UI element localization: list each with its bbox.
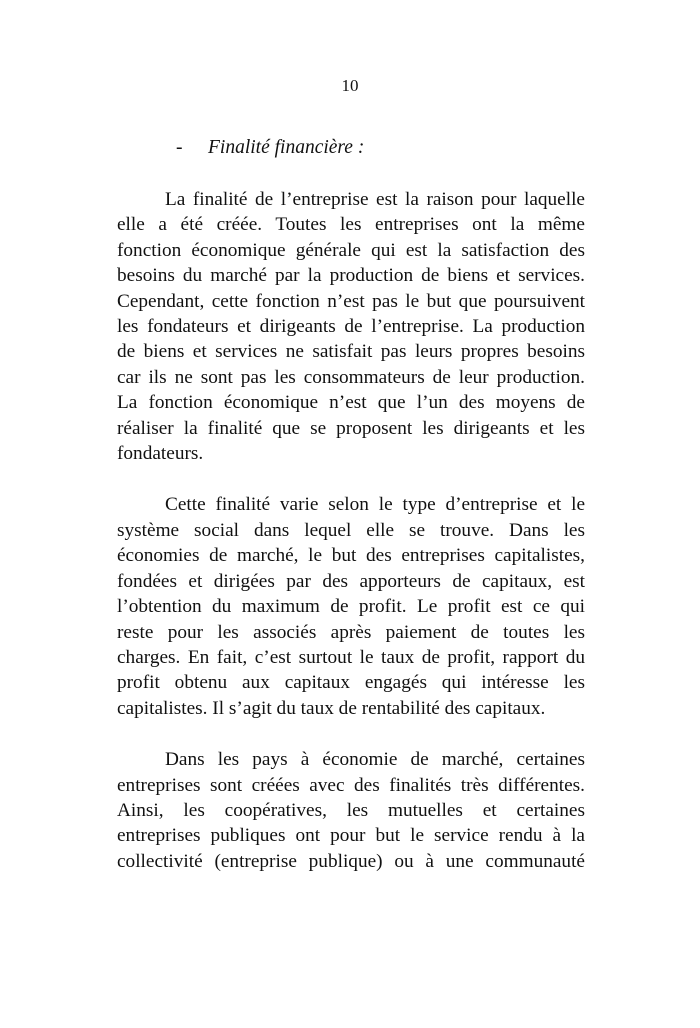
paragraph-line: de biens et services ne satisfait pas leurs propres besoins (117, 341, 585, 363)
paragraph-1 (117, 187, 585, 466)
paragraph-3 (117, 747, 585, 874)
section-heading (176, 136, 364, 160)
paragraph-line: réaliser la finalité que se proposent les dirigeants et les (117, 417, 585, 439)
paragraph-line: charges. En fait, c’est surtout le taux de profit, rapport du (117, 646, 585, 668)
paragraph-line: capitalistes. Il s’agit du taux de rentabilité des capitaux. (117, 697, 546, 719)
paragraph-line: elle a été créée. Toutes les entreprises ont la même (117, 214, 585, 236)
paragraph-line: Dans les pays à économie de marché, certaines (165, 749, 585, 771)
paragraph-line: collectivité (entreprise publique) ou à une communauté (117, 850, 585, 872)
paragraph-line: profit obtenu aux capitaux engagés qui intéresse les (117, 672, 585, 694)
body-text (117, 187, 585, 900)
heading-title: Finalité financière : (208, 137, 365, 158)
paragraph-line: besoins du marché par la production de biens et services. (117, 265, 585, 287)
paragraph-line: car ils ne sont pas les consommateurs de leur production. (117, 366, 585, 388)
paragraph-line: les fondateurs et dirigeants de l’entreprise. La production (117, 316, 585, 338)
heading-bullet: - (176, 137, 183, 158)
paragraph-line: économies de marché, le but des entreprises capitalistes, (117, 545, 585, 567)
paragraph-line: système social dans lequel elle se trouve. Dans les (117, 519, 585, 541)
paragraph-line: Cependant, cette fonction n’est pas le but que poursuivent (117, 290, 585, 312)
paragraph-line: Cette finalité varie selon le type d’entreprise et le (165, 494, 585, 516)
paragraph-line: fondées et dirigées par des apporteurs de capitaux, est (117, 570, 585, 592)
paragraph-line: entreprises sont créées avec des finalités très différentes. (117, 774, 585, 796)
paragraph-line: Ainsi, les coopératives, les mutuelles et certaines (117, 799, 585, 821)
paragraph-line: fondateurs. (117, 443, 204, 465)
paragraph-line: reste pour les associés après paiement de toutes les (117, 621, 585, 643)
paragraph-line: La finalité de l’entreprise est la raison pour laquelle (165, 189, 585, 210)
paragraph-line: l’obtention du maximum de profit. Le profit est ce qui (117, 596, 585, 618)
paragraph-2 (117, 492, 585, 721)
page-number: 10 (341, 76, 359, 95)
paragraph-line: La fonction économique n’est que l’un des moyens de (117, 392, 585, 414)
paragraph-line: fonction économique générale qui est la satisfaction des (117, 239, 585, 261)
paragraph-line: entreprises publiques ont pour but le service rendu à la (117, 825, 585, 847)
